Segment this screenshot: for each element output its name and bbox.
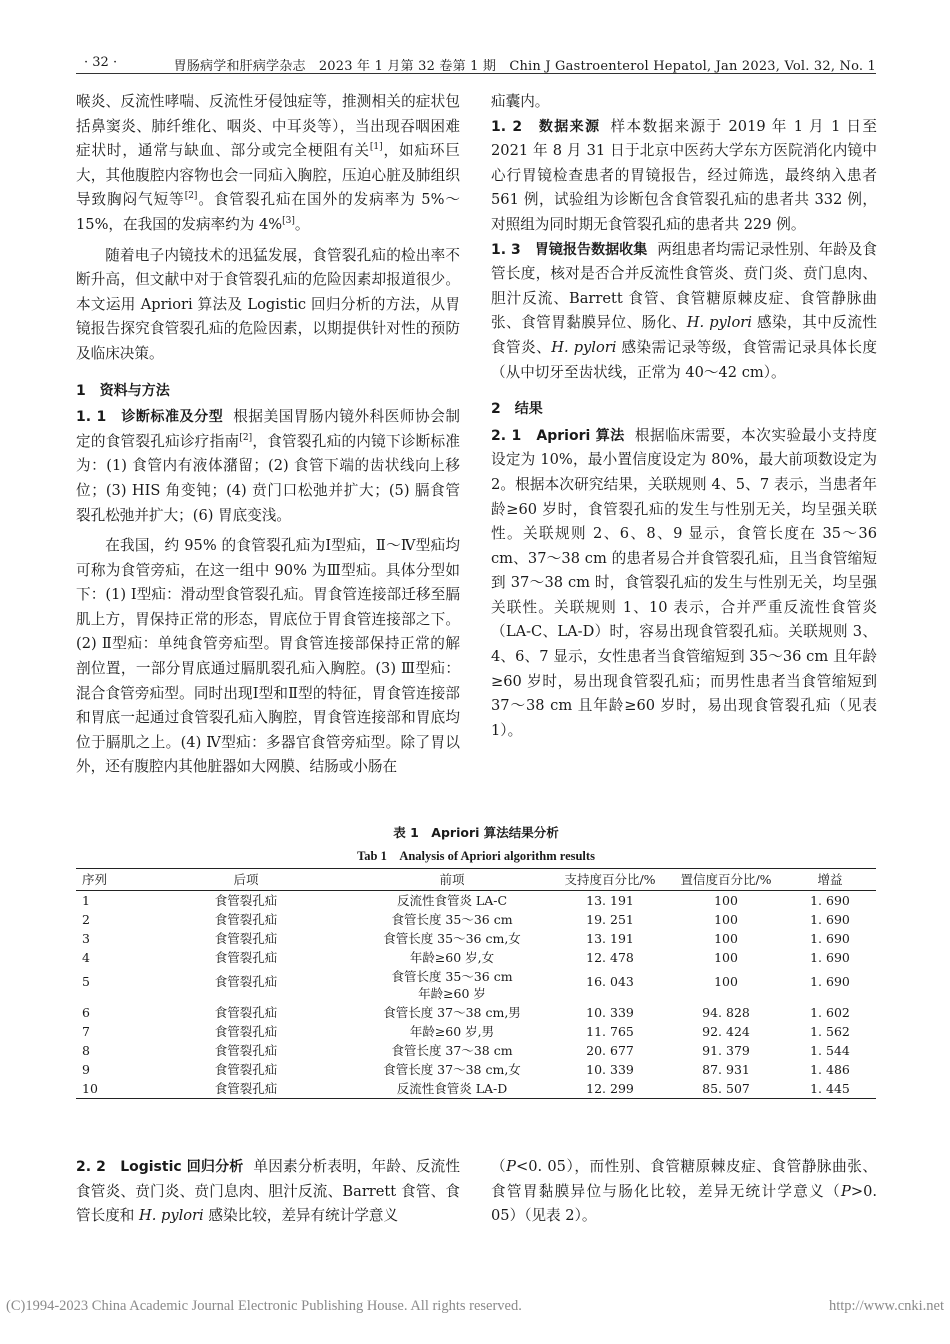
table-row: 1 食管裂孔疝 反流性食管炎 LA-C 13. 191 100 1. 690: [82, 893, 850, 908]
table-row: 10 食管裂孔疝 反流性食管炎 LA-D 12. 299 85. 507 1. 445: [76, 1079, 876, 1099]
page-number: · 32 ·: [84, 55, 118, 70]
bottom-right-column: [491, 1155, 877, 1229]
header-rule: [76, 73, 876, 74]
col-header-lift: 增益: [784, 869, 876, 891]
right-column: [491, 90, 877, 743]
intro-paragraph-1: 喉炎、反流性哮喘、反流性牙侵蚀症等，推测相关的症状包括鼻窦炎、肺纤维化、咽炎、中耳炎等），当出现吞咽困难症状时，通常与缺血、部分或完全梗阻有关[1]，如疝环巨大，其他腹腔内容物也会一同疝入胸腔，压迫心脏及肺组织导致胸闷气短等[2]。食管裂孔疝在国外的发病率为 5%～15%，在我国的发病率约为 4%[3]。: [76, 93, 460, 233]
subsection-heading-1-3: 1. 3 胃镜报告数据收集: [491, 241, 648, 258]
subsection-heading-2-2: 2. 2 Logistic 回归分析: [76, 1159, 244, 1175]
section-1-3: 1. 3 胃镜报告数据收集 两组患者均需记录性别、年龄及食管长度，核对是否合并反流性食管炎、贲门炎、贲门息肉、胆汁反流、Barrett 食管、食管糖原棘皮症、食管静脉曲张、食管胃黏膜异位、肠化、H. pylori 感染，其中反流性食管炎、H. pylori 感染需记录等级，食管需记录具体长度（从中切牙至齿状线，正常为 40～42 cm）。: [491, 240, 877, 381]
citation-2b[interactable]: [2]: [239, 432, 253, 443]
cnki-link[interactable]: http://www.cnki.net: [828, 1298, 944, 1314]
col-header-confidence: 置信度百分比/%: [668, 869, 784, 891]
section-2-2-continued: （P<0. 05），而性别、食管糖原棘皮症、食管静脉曲张、食管胃黏膜异位与肠化比较，差异无统计学意义（P>0. 05）（见表 2）。: [491, 1158, 877, 1225]
subsection-heading-1-1: 1. 1 诊断标准及分型: [76, 409, 224, 426]
journal-running-title: 胃肠病学和肝病学杂志 2023 年 1 月第 32 卷第 1 期 Chin J Gastroenterol Hepatol, Jan 2023, Vol. 32, No. 1: [173, 59, 876, 74]
left-column: [76, 90, 460, 780]
table-row: 9 食管裂孔疝 食管长度 37～38 cm,女 10. 339 87. 931 1. 486: [82, 1062, 850, 1077]
apriori-results-table: [76, 868, 876, 1099]
table-row: 8 食管裂孔疝 食管长度 37～38 cm 20. 677 91. 379 1. 544: [82, 1043, 850, 1058]
table-row: 2 食管裂孔疝 食管长度 35～36 cm 19. 251 100 1. 690: [82, 912, 850, 927]
subsection-heading-2-1: 2. 1 Apriori 算法: [491, 427, 625, 444]
col-header-antecedent: 前项: [352, 869, 552, 891]
col-header-seq: 序列: [76, 869, 140, 891]
copyright-text: (C)1994-2023 China Academic Journal Electronic Publishing House. All rights reserved.: [6, 1298, 522, 1314]
table-row: 3 食管裂孔疝 食管长度 35～36 cm,女 13. 191 100 1. 690: [82, 931, 850, 946]
table-caption-cn: 表 1 Apriori 算法结果分析: [393, 825, 559, 840]
section-2-1: 2. 1 Apriori 算法 根据临床需要，本次实验最小支持度设定为 10%，最小置信度设定为 80%，最大前项数设定为 2。根据本次研究结果，关联规则 4、5、7 表示，当患者年龄≥60 岁时，食管裂孔疝的发生与性别无关，均呈强关联性。关联规则 2、6、8、9 显示，食管长度在 35～36 cm、37～38 cm 的患者易合并食管裂孔疝，且当食管缩短到 37～38 cm 时，食管裂孔疝的发生与性别无关，均呈强关联性。关联规则 1、10 表示，合并严重反流性食管炎（LA-C、LA-D）时，容易出现食管裂孔疝。关联规则 3、4、6、7 显示，女性患者当食管缩短到 35～36 cm 且年龄≥60 岁时，易出现食管裂孔疝；而男性患者当食管缩短到 37～38 cm 且年龄≥60 岁时，易出现食管裂孔疝（见表 1）。: [491, 426, 877, 739]
table-header-row: [76, 869, 876, 891]
citation-1[interactable]: [1]: [369, 142, 383, 153]
continued-text: 疝囊内。: [491, 93, 550, 110]
bottom-left-column: [76, 1155, 460, 1229]
col-header-support: 支持度百分比/%: [552, 869, 668, 891]
intro-paragraph-2: 随着电子内镜技术的迅猛发展，食管裂孔疝的检出率不断升高，但文献中对于食管裂孔疝的危险因素却报道很少。本文运用 Apriori 算法及 Logistic 回归分析的方法，从胃镜报告探究食管裂孔疝的危险因素，以期提供针对性的预防及临床决策。: [76, 246, 460, 362]
citation-2[interactable]: [2]: [184, 191, 198, 202]
section-1-2: 1. 2 数据来源 样本数据来源于 2019 年 1 月 1 日至 2021 年 8 月 31 日于北京中医药大学东方医院消化内镜中心行胃镜检查患者的胃镜报告，经过筛选，最终纳入患者 561 例，试验组为诊断包含食管裂孔疝的患者共 332 例，对照组为同时期无食管裂孔疝的患者共 229 例。: [491, 117, 877, 233]
col-header-consequent: 后项: [140, 869, 352, 891]
subsection-heading-1-2: 1. 2 数据来源: [491, 118, 601, 135]
table-row: 4 食管裂孔疝 年龄≥60 岁,女 12. 478 100 1. 690: [82, 950, 850, 965]
table-caption-en: Tab 1 Analysis of Apriori algorithm results: [357, 849, 595, 863]
table-row: 6 食管裂孔疝 食管长度 37～38 cm,男 10. 339 94. 828 1. 602: [82, 1005, 850, 1020]
section-heading-2: 2 结果: [491, 401, 543, 418]
table-row: 5 食管裂孔疝 食管长度 35～36 cm 年龄≥60 岁 16. 043 100 1. 690: [82, 969, 850, 1001]
table-row: 7 食管裂孔疝 年龄≥60 岁,男 11. 765 92. 424 1. 562: [82, 1024, 850, 1039]
section-heading-1: 1 资料与方法: [76, 382, 170, 399]
running-header: [76, 52, 876, 74]
section-2-2: 2. 2 Logistic 回归分析 单因素分析表明，年龄、反流性食管炎、贲门炎、贲门息肉、胆汁反流、Barrett 食管、食管长度和 H. pylori 感染比较，差异有统计学意义: [76, 1158, 460, 1225]
citation-3[interactable]: [3]: [282, 216, 295, 227]
classification-paragraph: 在我国，约 95% 的食管裂孔疝为Ⅰ型疝，Ⅱ～Ⅳ型疝均可称为食管旁疝，在这一组中 90% 为Ⅲ型疝。具体分型如下：(1) Ⅰ型疝：滑动型食管裂孔疝。胃食管连接部迁移至膈肌上方，胃保持正常的形态，胃底位于胃食管连接部之下。(2) Ⅱ型疝：单纯食管旁疝型。胃食管连接部保持正常的解剖位置，一部分胃底通过膈肌裂孔疝入胸腔。(3) Ⅲ型疝：混合食管旁疝型。同时出现Ⅰ型和Ⅱ型的特征，胃食管连接部和胃底一起通过食管裂孔疝入胸腔，胃食管连接部和胃底均位于膈肌之上。(4) Ⅳ型疝：多器官食管旁疝型。除了胃以外，还有腹腔内其他脏器如大网膜、结肠或小肠在: [76, 537, 460, 776]
section-1-1: 1. 1 诊断标准及分型 根据美国胃肠内镜外科医师协会制定的食管裂孔疝诊疗指南[2]，食管裂孔疝的内镜下诊断标准为：(1) 食管内有液体潴留；(2) 食管下端的齿状线向上移位；(3) HIS 角变钝；(4) 贲门口松弛并扩大；(5) 膈食管裂孔松弛并扩大；(6) 胃底变浅。: [76, 408, 460, 524]
